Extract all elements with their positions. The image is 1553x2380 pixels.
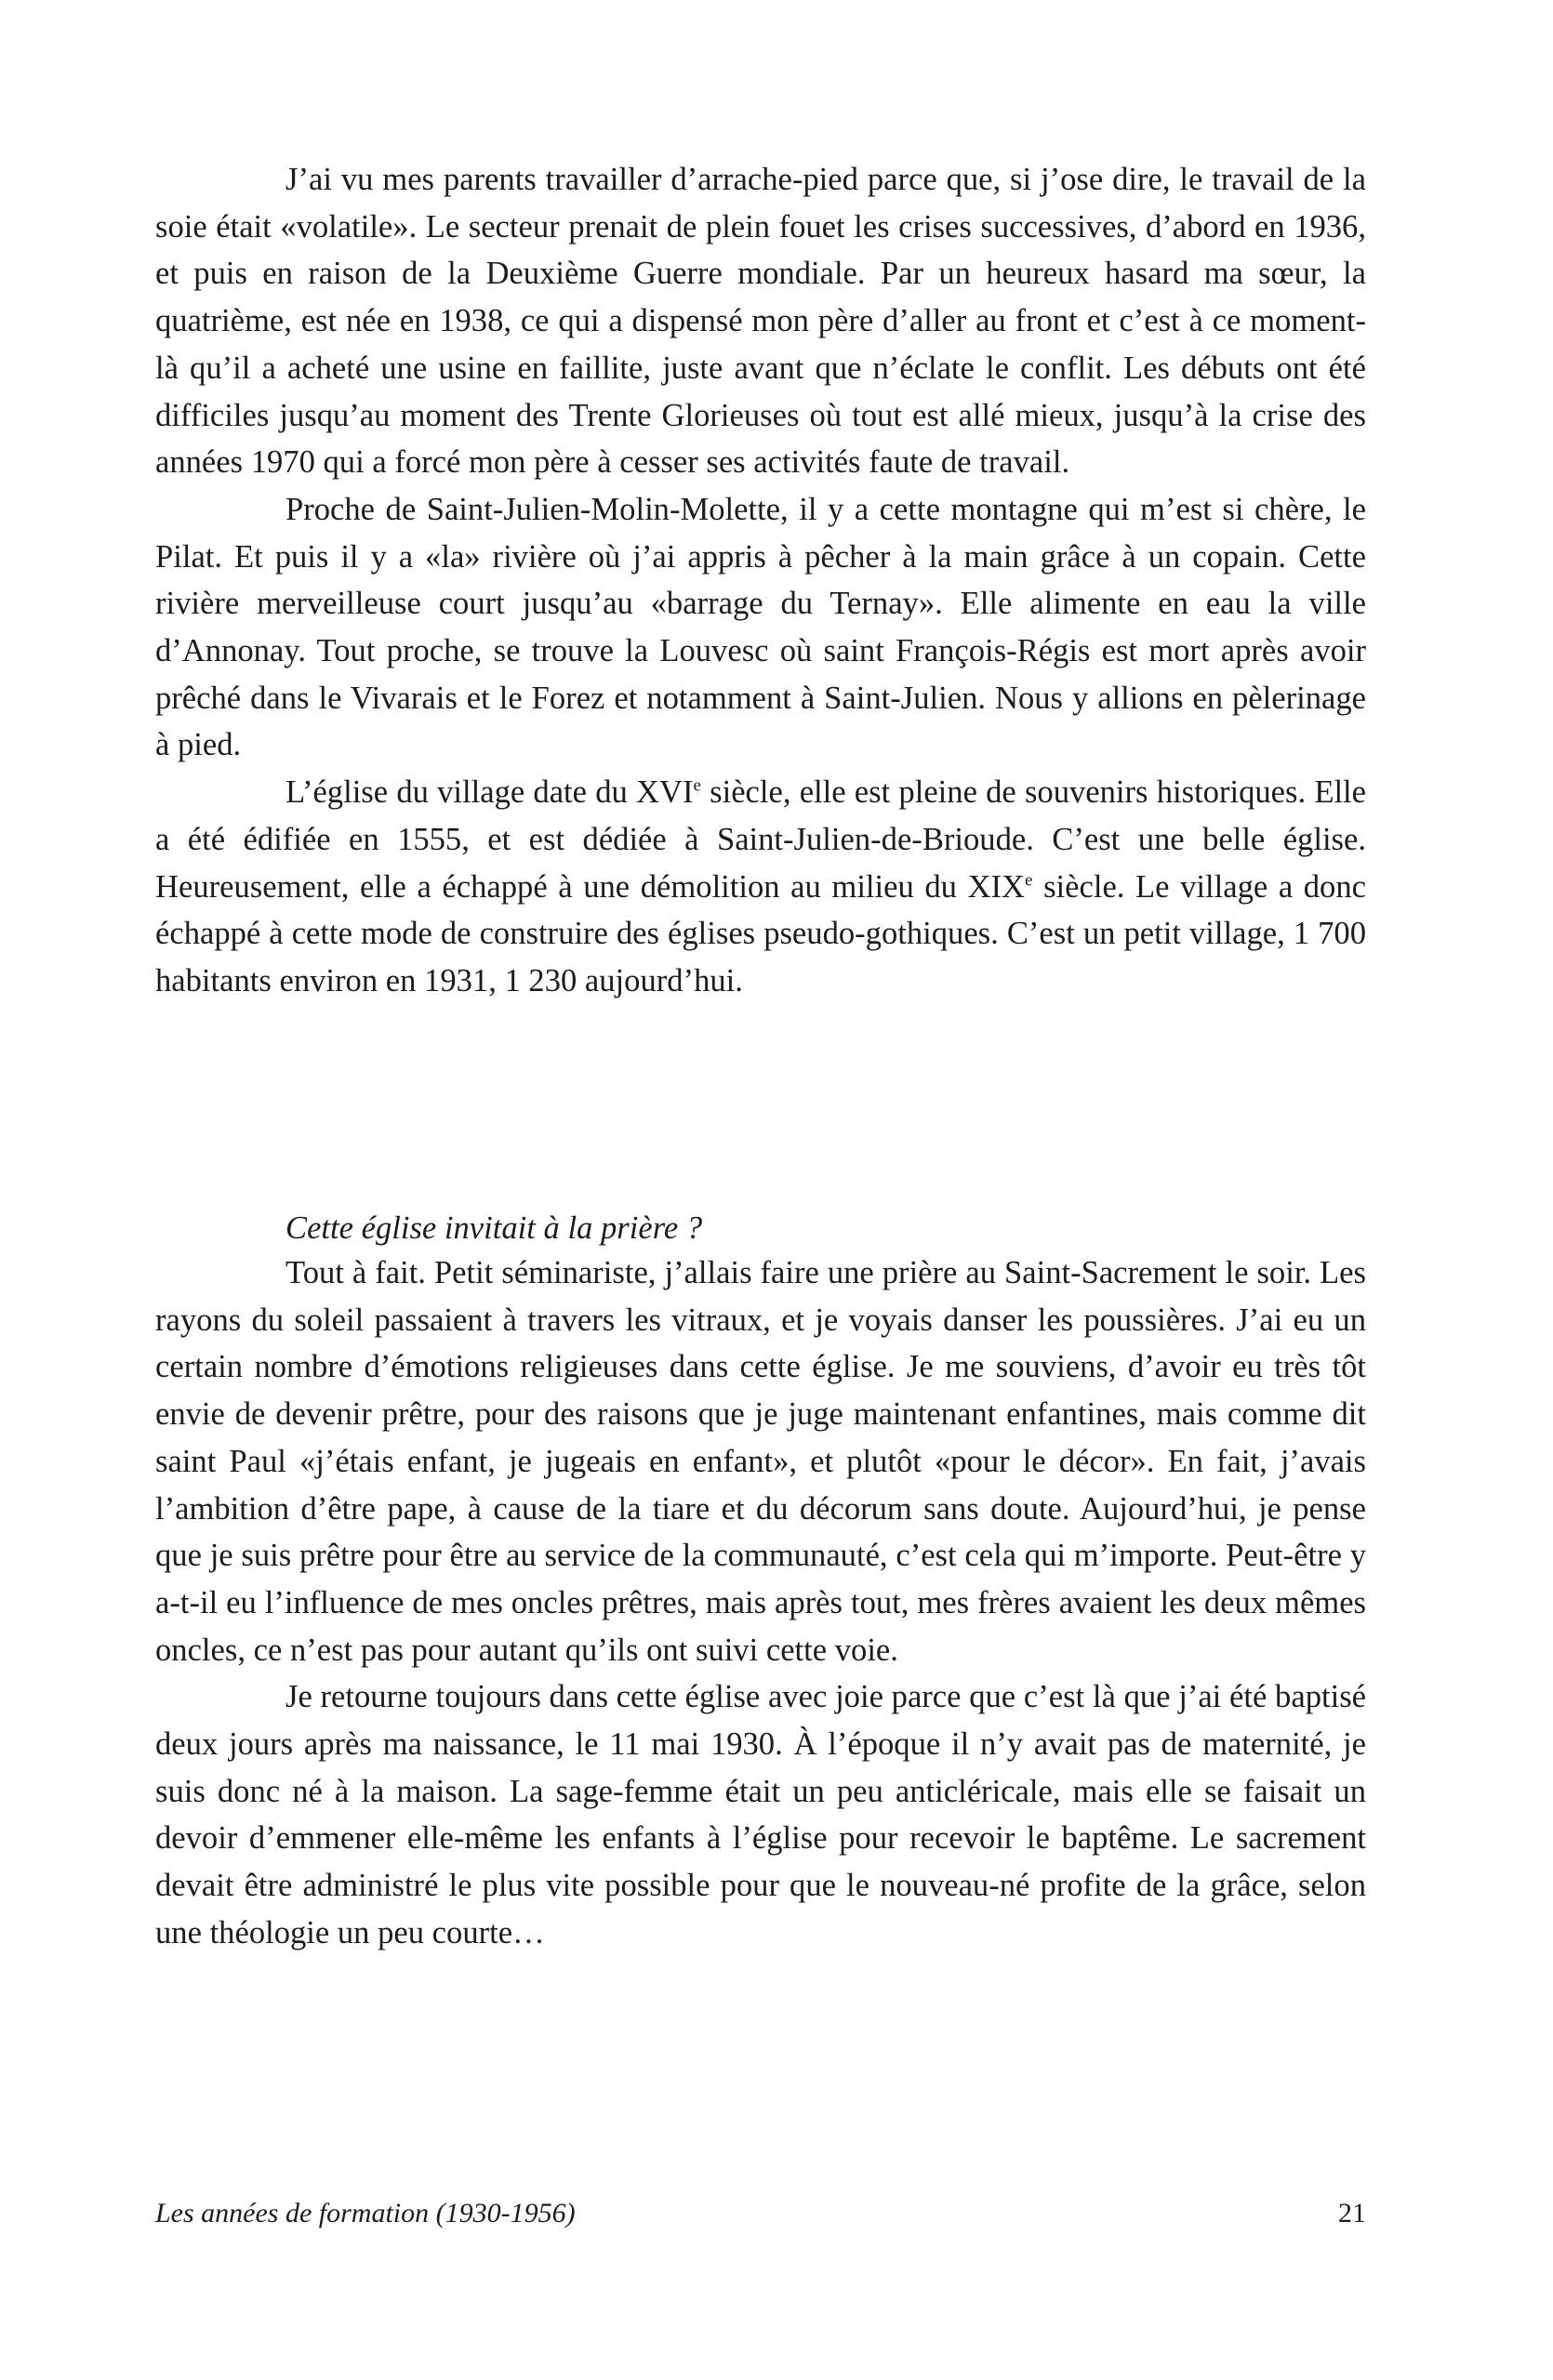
question-block <box>155 1205 1366 1252</box>
interview-question: Cette église invitait à la prière ? <box>285 1210 703 1246</box>
paragraph-pilat-river: Proche de Saint-Julien-Molin-Molette, il y a cette montagne qui m’est si chère, le Pilat. Et puis il y a «la» rivière où j’ai appris à pêcher à la main grâce à un copain. Cette rivière merveilleuse court jusqu’au «barrage du Ternay». Elle alimente en eau la ville d’Annonay. Tout proche, se trouve la Louvesc où saint François-Régis est mort après avoir prêché dans le Vivarais et le Forez et notamment à Saint-Julien. Nous y allions en pèlerinage à pied. <box>155 491 1366 763</box>
main-text <box>155 156 1366 1005</box>
paragraph-prayer-answer: Tout à fait. Petit séminariste, j’allais faire une prière au Saint-Sacrement le soir. Les rayons du soleil passaient à travers les vitraux, et je voyais danser les poussières. J’ai eu un certain nombre d’émotions religieuses dans cette église. Je me souviens, d’avoir eu très tôt envie de devenir prêtre, pour des raisons que je juge maintenant enfantines, mais comme dit saint Paul «j’étais enfant, je jugeais en enfant», et plutôt «pour le décor». En fait, j’avais l’ambition d’être pape, à cause de la tiare et du décorum sans doute. Aujourd’hui, je pense que je suis prêtre pour être au service de la communauté, c’est cela qui m’importe. Peut-être y a-t-il eu l’influence de mes oncles prêtres, mais après tout, mes frères avaient les deux mêmes oncles, ce n’est pas pour autant qu’ils ont suivi cette voie. <box>155 1255 1366 1668</box>
paragraph-baptism: Je retourne toujours dans cette église avec joie parce que c’est là que j’ai été baptisé deux jours après ma naissance, le 11 mai 1930. À l’époque il n’y avait pas de maternité, je suis donc né à la maison. La sage-femme était un peu anticléricale, mais elle se faisait un devoir d’emmener elle-même les enfants à l’église pour recevoir le baptême. Le sacrement devait être administré le plus vite possible pour que le nouveau-né profite de la grâce, selon une théologie un peu courte… <box>155 1679 1366 1950</box>
page-number: 21 <box>1338 2198 1366 2228</box>
paragraph-silk-work: J’ai vu mes parents travailler d’arrache-pied parce que, si j’ose dire, le travail de la soie était «volatile». Le secteur prenait de plein fouet les crises successives, d’abord en 1936, et puis en raison de la Deuxième Guerre mondiale. Par un heureux hasard ma sœur, la quatrième, est née en 1938, ce qui a dispensé mon père d’aller au front et c’est à ce moment-là qu’il a acheté une usine en faillite, juste avant que n’éclate le conflit. Les débuts ont été difficiles jusqu’au moment des Trente Glorieuses où tout est allé mieux, jusqu’à la crise des années 1970 qui a forcé mon père à cesser ses activités faute de travail. <box>155 162 1366 481</box>
running-title: Les années de formation (1930-1956) <box>155 2198 576 2228</box>
answer-text <box>155 1250 1366 1957</box>
page-footer <box>155 2190 1366 2237</box>
paragraph-village-church <box>155 769 1366 1005</box>
church-text-part-3: siècle. Le village a donc échappé à cette mode de construire des églises pseudo-gothiques. C’est un petit village, 1 700 habitants environ en 1931, 1 230 aujourd’hui. <box>155 868 1366 998</box>
church-text-part-2: siècle, elle est pleine de souvenirs historiques. Elle a été édifiée en 1555, et est dédiée à Saint-Julien-de-Brioude. C’est une belle église. Heureusement, elle a échappé à une démolition au milieu du XIX <box>155 774 1367 905</box>
century-superscript: e <box>1025 870 1033 891</box>
church-text-part-1: L’église du village date du XVI <box>285 774 694 811</box>
century-superscript: e <box>693 775 701 796</box>
